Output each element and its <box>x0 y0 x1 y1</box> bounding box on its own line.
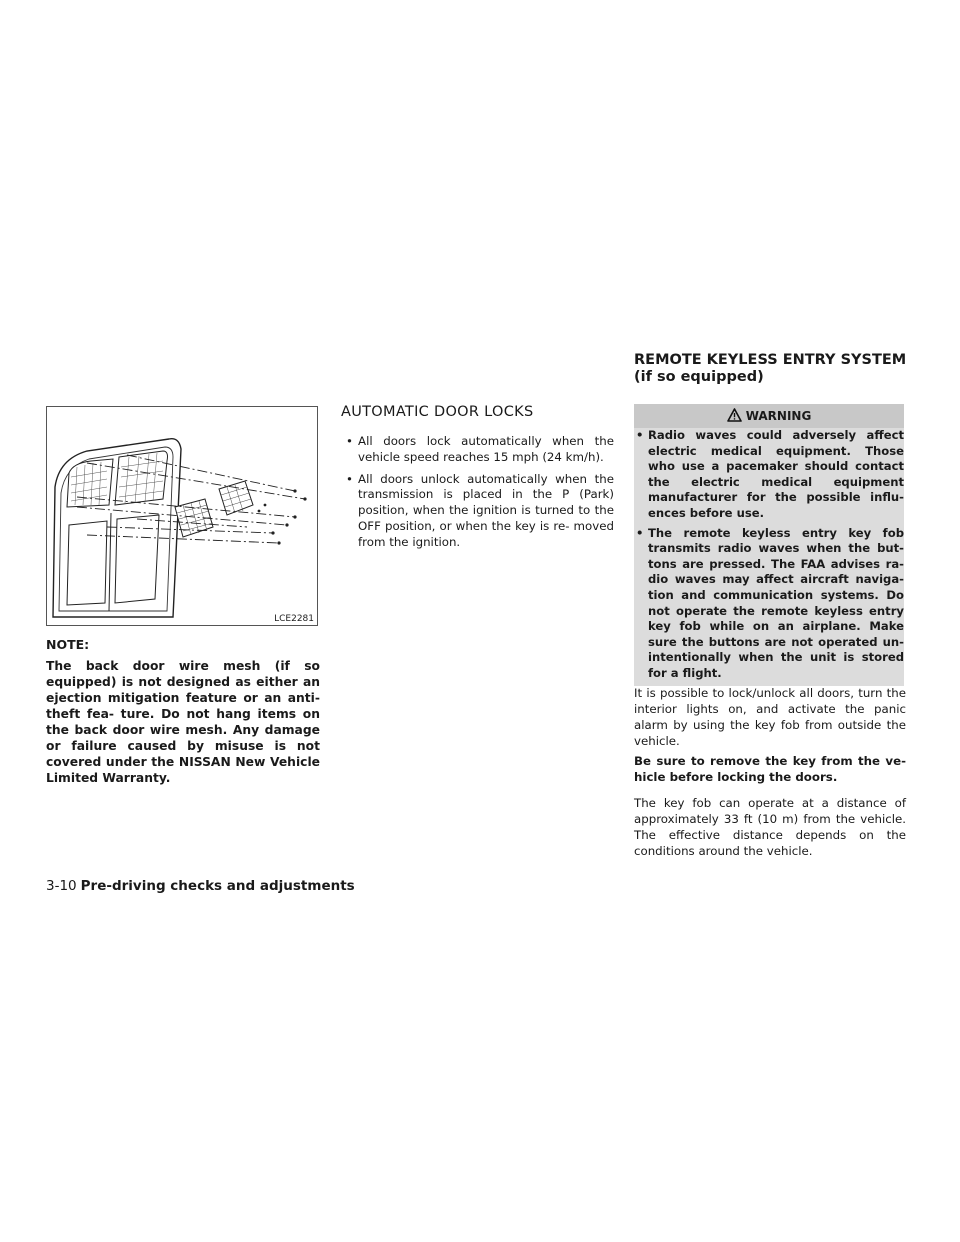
note-text: The back door wire mesh (if so equipped) is not designed as either an ejection mitigation feature or an anti-theft fea- ture. Do not hang items on the back door wire mesh. Any damage or failure caused by misuse is not covered under the NISSAN New Vehicle Limited Warranty. <box>46 659 320 785</box>
back-door-mesh-figure <box>46 406 318 626</box>
keyless-paragraph-1: It is possible to lock/unlock all doors, turn the interior lights on, and activate the panic alarm by using the key fob from outside the vehicle. <box>634 686 906 748</box>
page-footer <box>46 878 355 894</box>
warning-header <box>634 404 904 428</box>
figure-label: LCE2281 <box>274 614 314 624</box>
warning-label: WARNING <box>745 409 812 423</box>
automatic-door-locks-heading: AUTOMATIC DOOR LOCKS <box>341 404 534 420</box>
page-number: 3-10 <box>46 878 77 894</box>
warning-triangle-icon <box>727 408 742 425</box>
list-item: • Radio waves could adversely affect electric medical equipment. Those who use a pacemaker should contact the electric medical equipment manufacturer for the possible influ- ences before use. <box>634 428 904 522</box>
section-title: REMOTE KEYLESS ENTRY SYSTEM (if so equipped) <box>634 352 907 385</box>
list-item: • All doors unlock automatically when the transmission is placed in the P (Park) position, when the ignition is turned to the OFF position, or when the key is re- moved from the ignition. <box>344 472 614 551</box>
keyless-paragraph-2: Be sure to remove the key from the ve- hicle before locking the doors. <box>634 754 906 784</box>
automatic-door-locks-list <box>344 434 614 557</box>
warning-box <box>634 404 904 686</box>
list-item: • The remote keyless entry key fob transmits radio waves when the but- tons are pressed. The FAA advises ra- dio waves may affect aircraft naviga- tion and communication systems. Do not operate the remote keyless entry key fob while on an airplane. Make sure the buttons are not operated un- intentionally when the unit is stored for a flight. <box>634 526 904 682</box>
back-door-illustration <box>47 407 317 625</box>
keyless-paragraph-3: The key fob can operate at a distance of approximately 33 ft (10 m) from the vehicle. The effective distance depends on the conditions around the vehicle. <box>634 796 906 858</box>
note-heading: NOTE: <box>46 637 90 652</box>
chapter-title: Pre-driving checks and adjustments <box>80 878 355 894</box>
list-item: • All doors lock automatically when the vehicle speed reaches 15 mph (24 km/h). <box>344 434 614 466</box>
warning-list <box>634 428 904 682</box>
